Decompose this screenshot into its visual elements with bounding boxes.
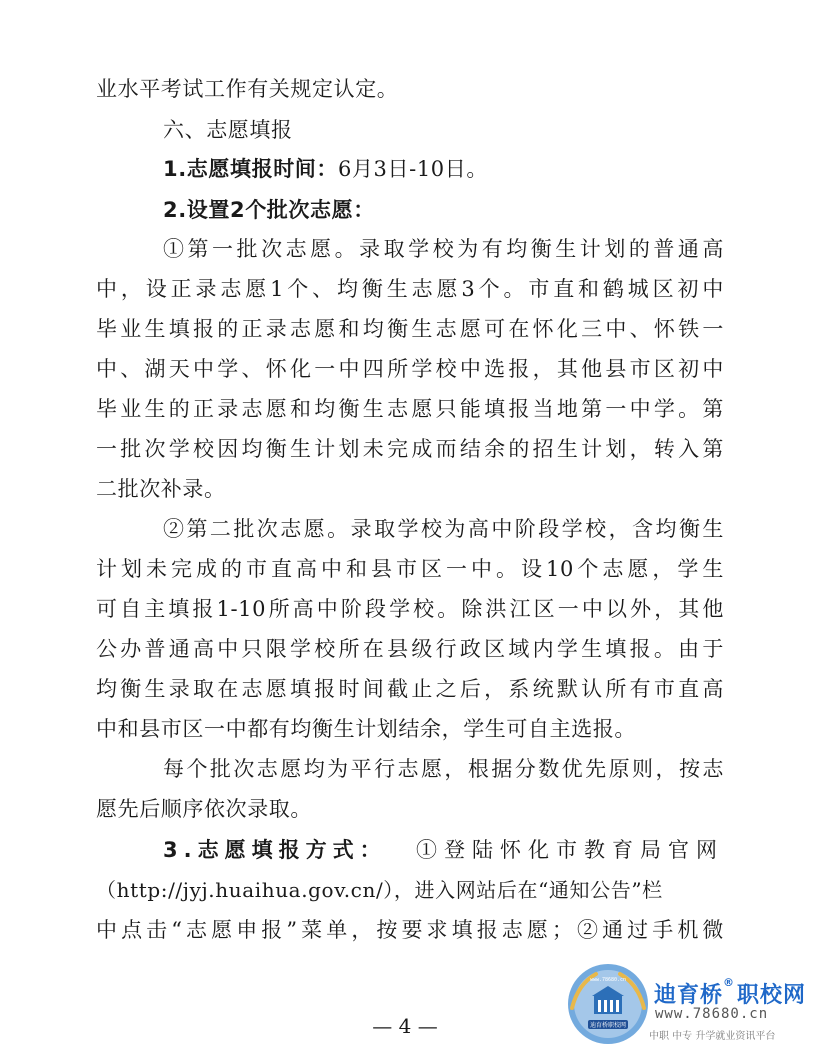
page-number: — 4 — [372,1014,438,1038]
text-line: 中、湖天中学、怀化一中四所学校中选报，其他县市区初中 [96,357,724,381]
watermark-url: www.78680.cn [655,1006,769,1022]
section-heading: 六、志愿填报 [163,118,293,142]
text-line: 中，设正录志愿1个、均衡生志愿3个。市直和鹤城区初中 [96,277,724,301]
text-line: 中点击“志愿申报”菜单，按要求填报志愿；②通过手机微 [96,918,724,942]
school-logo-icon [566,962,650,1046]
text-line: 每个批次志愿均为平行志愿，根据分数优先原则，按志 [163,757,724,781]
text-line: 计划未完成的市直高中和县市区一中。设10个志愿，学生 [96,557,724,581]
text-line: 公办普通高中只限学校所在县级行政区域内学生填报。由于 [96,637,724,661]
watermark-brand-name: 迪育桥 [654,983,724,1008]
text-line: 毕业生的正录志愿和均衡生志愿只能填报当地第一中学。第 [96,397,724,421]
item-value: ①登陆怀化市教育局官网 [416,838,724,862]
text-line: 一批次学校因均衡生计划未完成而结余的招生计划，转入第 [96,437,724,461]
watermark-subtitle: 中职 中专 升学就业资讯平台 [649,1031,776,1042]
text-line: ①第一批次志愿。录取学校为有均衡生计划的普通高 [163,237,724,261]
text-line: 愿先后顺序依次录取。 [96,797,312,821]
text-line: 均衡生录取在志愿填报时间截止之后，系统默认所有市直高 [96,677,724,701]
item-value: 6月3日-10日。 [338,157,488,181]
item-label: 1.志愿填报时间： [163,157,338,181]
text-line: 中和县市区一中都有均衡生计划结余，学生可自主选报。 [96,717,636,741]
badge-text: 迪育桥职校网 [589,1022,627,1029]
watermark-brand-suffix: 职校网 [737,983,807,1008]
text-line: 可自主填报1-10所高中阶段学校。除洪江区一中以外，其他 [96,597,724,621]
text-line: ②第二批次志愿。录取学校为高中阶段学校，含均衡生 [163,517,724,541]
item-label: 3.志愿填报方式： [163,838,387,862]
text-line [163,157,488,181]
item-label: 2.设置2个批次志愿： [163,198,375,222]
text-line: 毕业生填报的正录志愿和均衡生志愿可在怀化三中、怀铁一 [96,317,724,341]
text-line [163,838,724,862]
watermark-brand [654,978,806,1009]
url-line: （http://jyj.huaihua.gov.cn/），进入网站后在“通知公告”栏 [96,878,663,902]
badge-url: www.78680.cn [589,977,627,983]
registered-mark: ® [723,976,736,989]
text-line: 二批次补录。 [96,477,226,501]
text-line: 业水平考试工作有关规定认定。 [96,77,399,101]
